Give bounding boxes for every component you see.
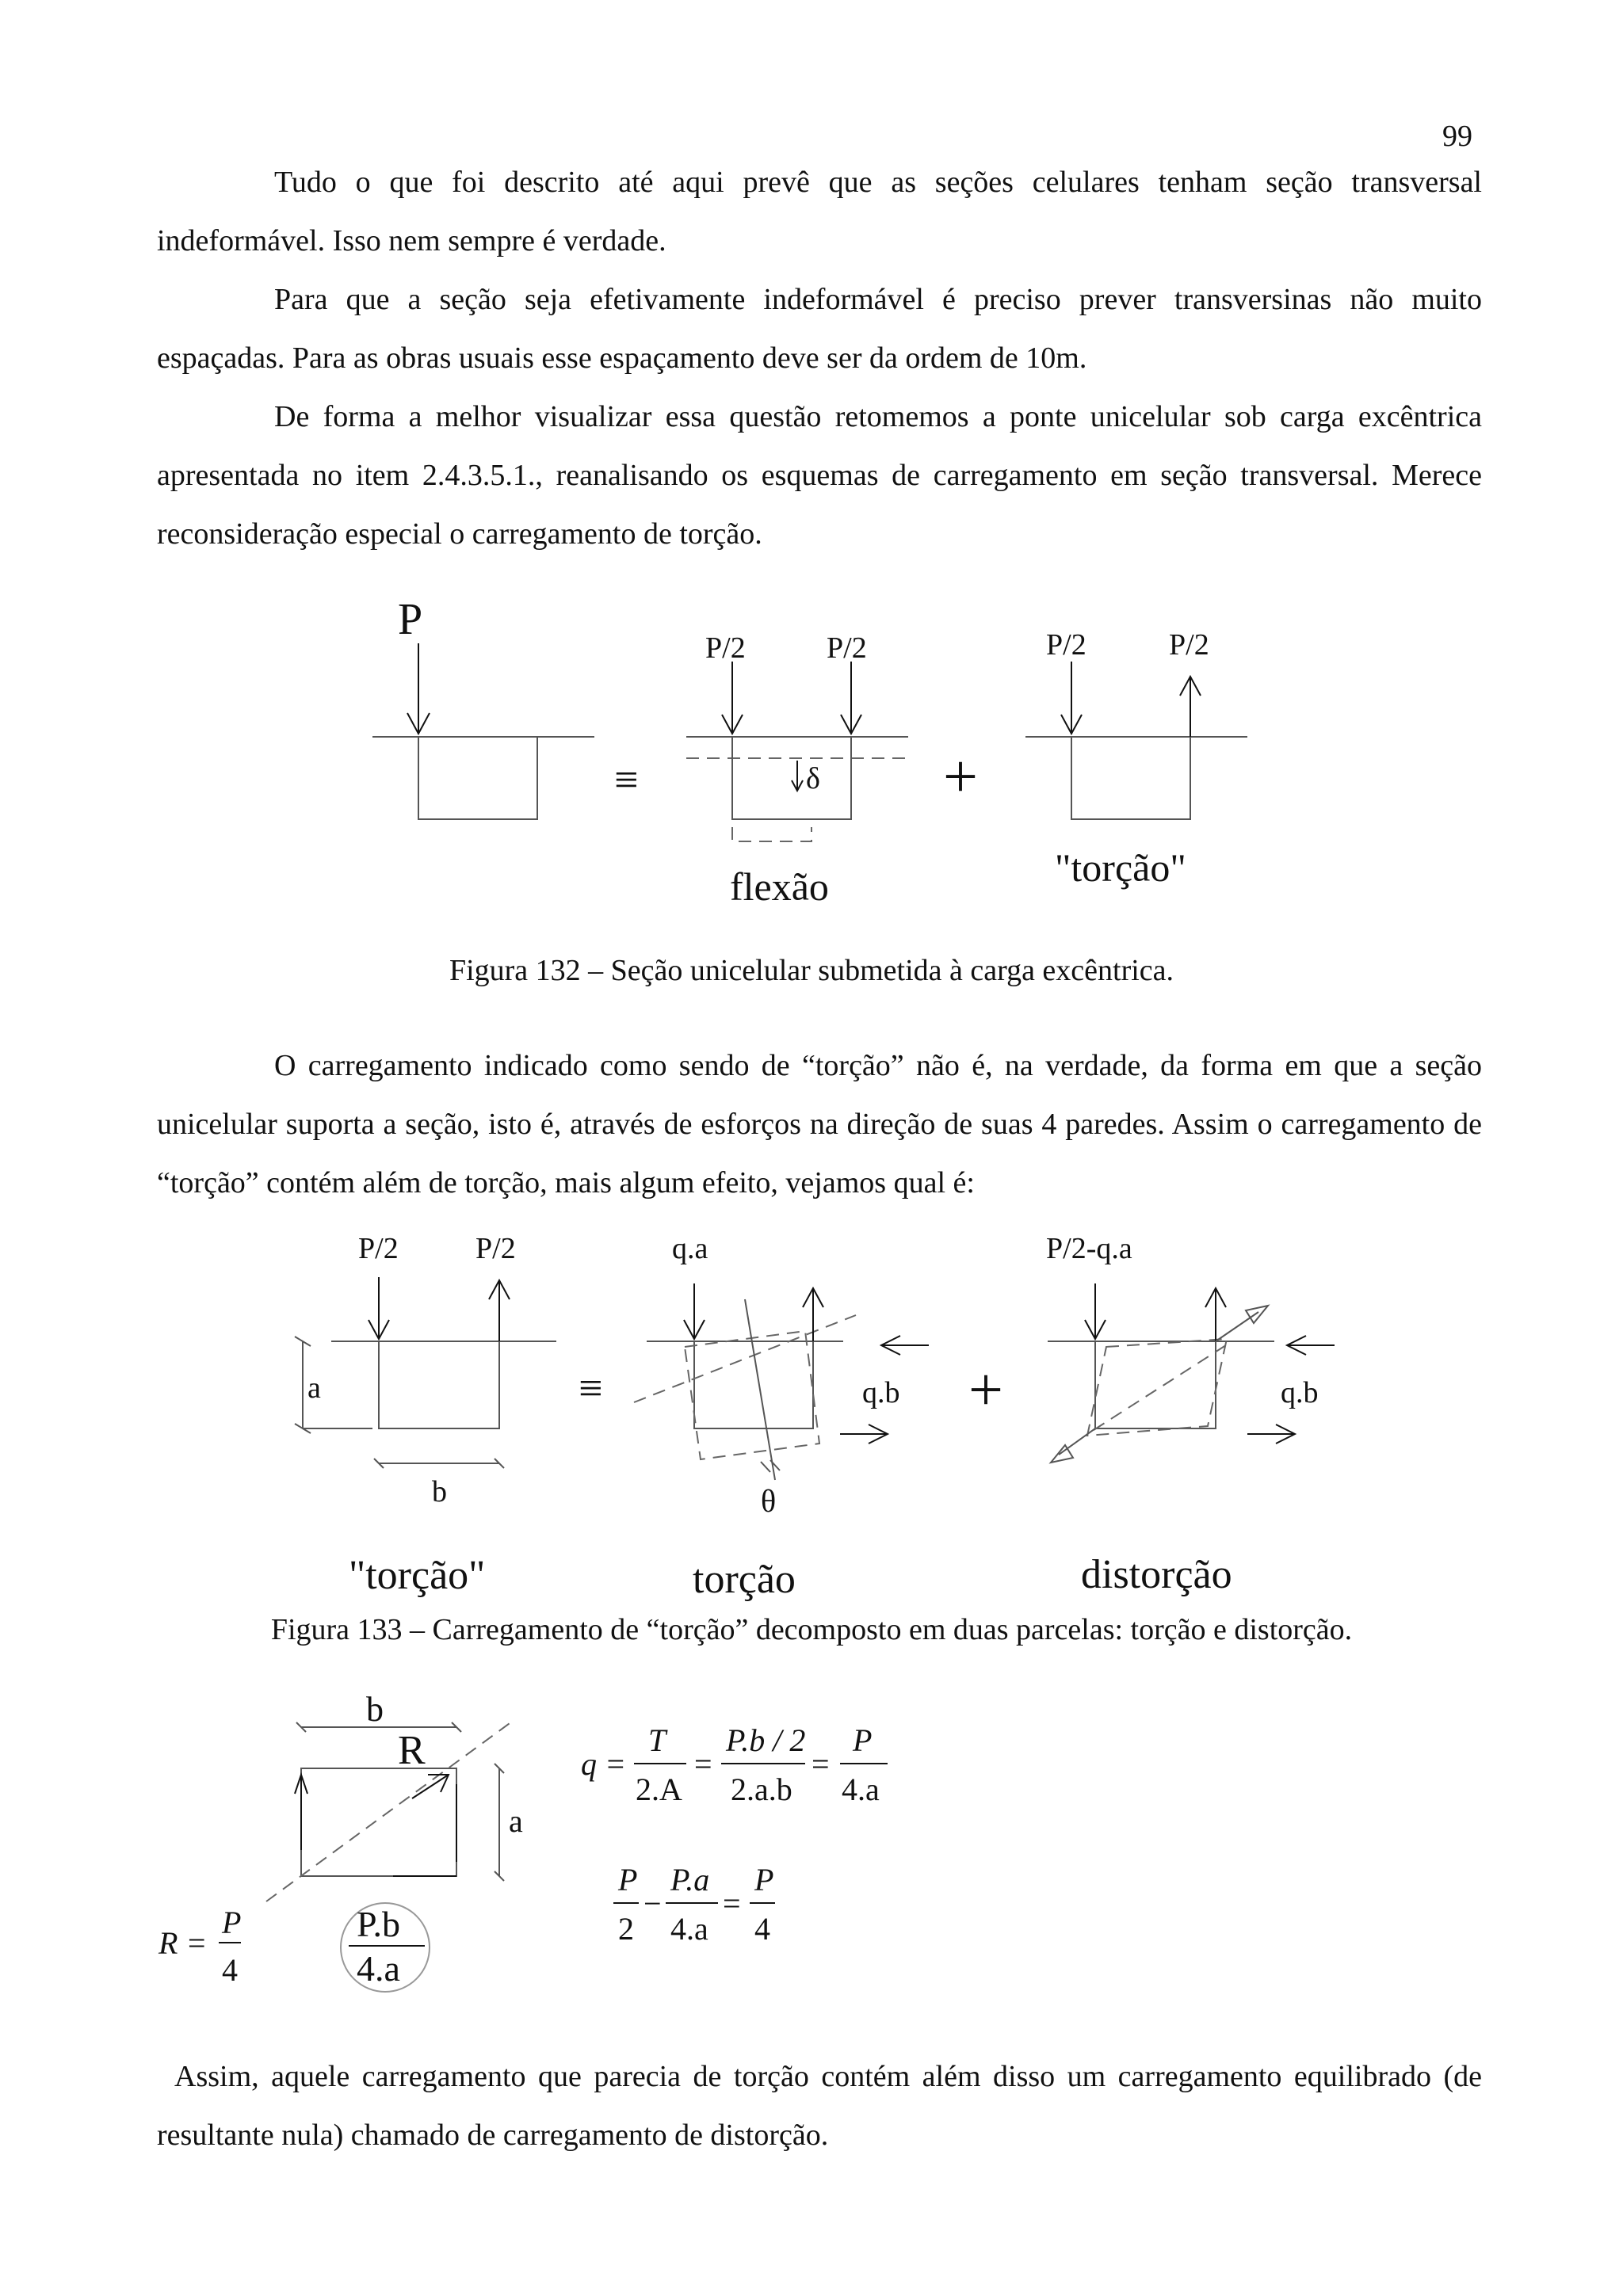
eq2-den2: 4.a (670, 1911, 708, 1947)
paragraph-2: Para que a seção seja efetivamente indeformável é preciso prever transversinas não muito espaçadas. Para as obras usuais esse espaçamento deve ser da ordem de 10m. (157, 283, 1482, 375)
figR-label-R: R (398, 1728, 426, 1773)
fig132-load-half-1: P/2 (705, 631, 746, 665)
fig133-label-torcao: torção (693, 1557, 796, 1602)
fig133-label-distorcao: distorção (1081, 1552, 1232, 1597)
fig133-load-qa: q.a (672, 1232, 708, 1265)
eq1-num3: P (853, 1722, 873, 1758)
paragraph-1: Tudo o que foi descrito até aqui prevê que as seções celulares tenham seção transversal indeformável. Isso nem sempre é verdade. (157, 166, 1482, 257)
eq1-den2: 2.a.b (731, 1772, 792, 1807)
figR-dim-b: b (366, 1690, 384, 1729)
page-number: 99 (1442, 120, 1472, 153)
fig133-load-half-minus-qa: P/2-q.a (1046, 1232, 1132, 1265)
eq1-num2: P.b / 2 (726, 1722, 806, 1758)
eq1-eq-a: = (694, 1746, 712, 1782)
fig132-plus: + (943, 742, 978, 810)
figure-132-caption: Figura 132 – Seção unicelular submetida à carga excêntrica. (449, 954, 1174, 987)
figR-circled-den: 4.a (357, 1948, 400, 1989)
eq2-num2: P.a (670, 1862, 710, 1897)
eq2-den3: 4 (754, 1911, 770, 1947)
eq1-eq-b: = (812, 1746, 830, 1782)
fig132-equiv: ≡ (614, 756, 639, 803)
paragraph-5: Assim, aquele carregamento que parecia de torção contém além disso um carregamento equilibrado (de resultante nula) chamado de carregamento de distorção. (157, 2060, 1482, 2152)
figR-den: 4 (222, 1952, 238, 1988)
eq1-num1: T (648, 1722, 666, 1758)
fig133-dim-a: a (307, 1371, 321, 1405)
eq2-num1: P (618, 1862, 638, 1897)
fig132-load-half-2: P/2 (827, 631, 867, 665)
figR-circled-num: P.b (357, 1904, 400, 1944)
fig133-load-half-2: P/2 (475, 1232, 516, 1265)
eq2-eq: = (723, 1886, 741, 1921)
eq1-den3: 4.a (842, 1772, 880, 1807)
fig133-label-torcao-quoted: "torção" (349, 1553, 486, 1598)
figure-133-caption: Figura 133 – Carregamento de “torção” decomposto em duas parcelas: torção e distorção. (270, 1613, 1353, 1646)
fig133-load-half-1: P/2 (358, 1232, 399, 1265)
eq2-den1: 2 (618, 1911, 634, 1947)
paragraph-3: De forma a melhor visualizar essa questão retomemos a ponte unicelular sob carga excêntrica apresentada no item 2.4.3.5.1., reanalisando os esquemas de carregamento em seção transversal. Merece reconsideração especial o carregamento de torção. (157, 400, 1482, 551)
fig133-theta: θ (761, 1483, 777, 1519)
fig132-load-half-4: P/2 (1169, 628, 1209, 662)
figR-eq-lhs: R = (158, 1925, 208, 1961)
eq1-den1: 2.A (636, 1772, 682, 1807)
fig133-equiv: ≡ (579, 1364, 603, 1412)
fig132-load-half-3: P/2 (1046, 628, 1086, 662)
figR-dim-a: a (509, 1803, 523, 1839)
eq1-q: q = (581, 1746, 626, 1782)
fig132-label-torcao: "torção" (1055, 845, 1186, 890)
fig133-qb-2: q.b (1281, 1376, 1319, 1409)
eq2-minus: − (643, 1886, 662, 1921)
fig132-delta: δ (806, 762, 820, 795)
fig133-qb-1: q.b (862, 1376, 900, 1409)
figR-num-cut: P (222, 1905, 242, 1940)
fig133-dim-b: b (432, 1475, 447, 1508)
eq2-num3: P (754, 1862, 774, 1897)
fig132-load-P: P (398, 595, 423, 644)
fig133-plus: + (968, 1355, 1003, 1424)
paragraph-4: O carregamento indicado como sendo de “torção” não é, na verdade, da forma em que a seção unicelular suporta a seção, isto é, através de esforços na direção de suas 4 paredes. Assim o carregamento de “torção” contém além de torção, mais algum efeito, vejamos qual é: (157, 1049, 1482, 1199)
fig132-label-flexao: flexão (730, 864, 829, 909)
